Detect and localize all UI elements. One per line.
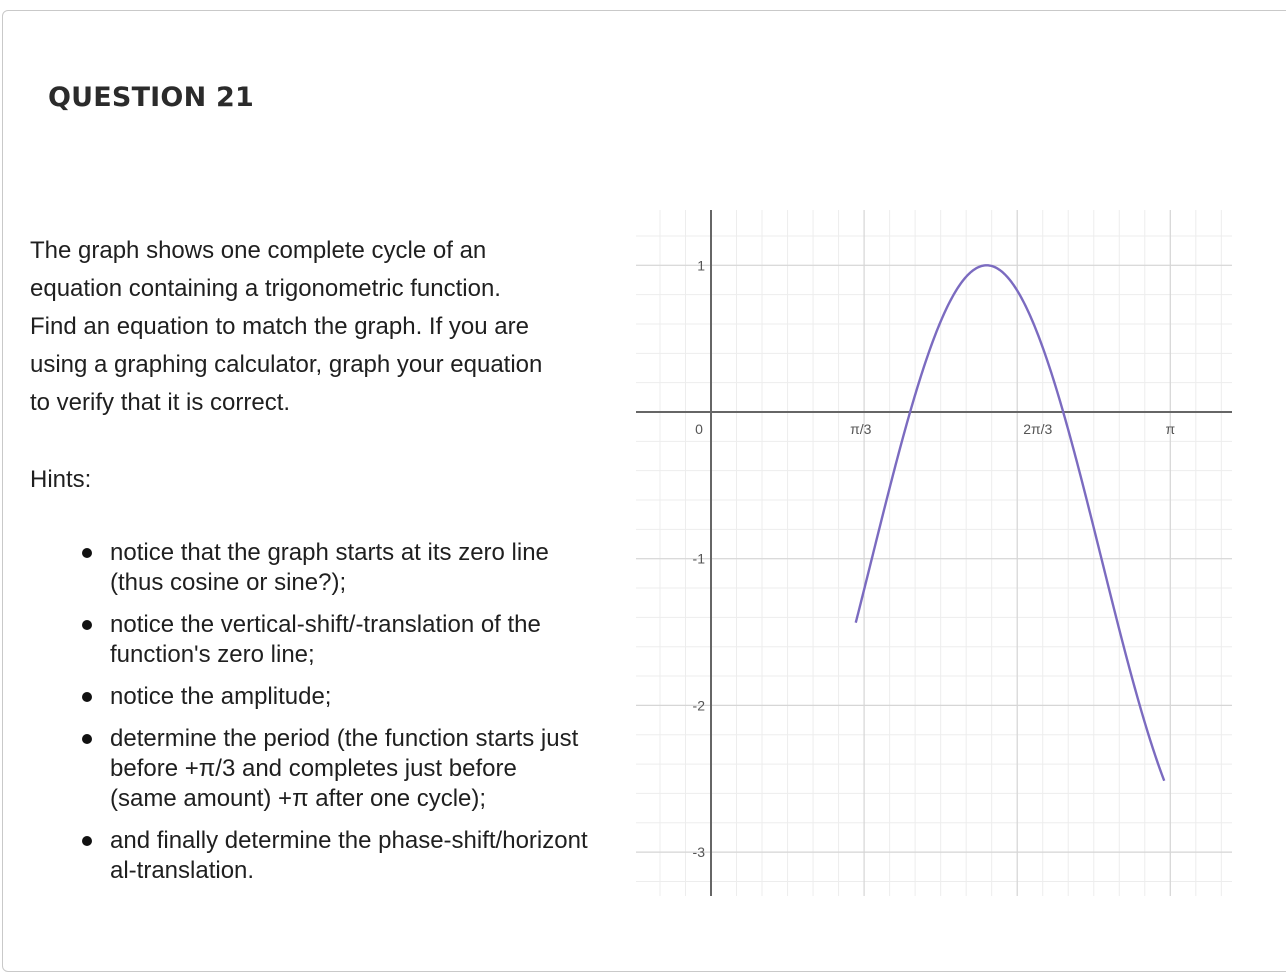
hints-label: Hints:	[30, 466, 92, 493]
prompt-line: The graph shows one complete cycle of an	[30, 237, 487, 264]
x-tick-label: 0	[695, 421, 703, 437]
hint-item	[30, 682, 640, 712]
hint-line: before +π/3 and completes just before	[110, 755, 517, 782]
bullet-icon	[82, 548, 92, 558]
hint-item	[30, 724, 640, 814]
y-tick-label: -1	[692, 550, 705, 567]
hint-item	[30, 610, 640, 670]
y-tick-label: -2	[692, 697, 705, 714]
x-tick-label: 2π/3	[1023, 421, 1053, 437]
bullet-icon	[82, 836, 92, 846]
bullet-icon	[82, 734, 92, 744]
hint-line: al-translation.	[110, 857, 255, 884]
question-title: QUESTION 21	[48, 82, 254, 113]
y-tick-label: -3	[692, 844, 705, 861]
prompt-line: using a graphing calculator, graph your equation	[30, 351, 543, 378]
hint-line: (thus cosine or sine?);	[110, 569, 347, 596]
hints-list	[30, 538, 640, 898]
prompt-line: equation containing a trigonometric function.	[30, 275, 501, 302]
hint-line: notice the vertical-shift/-translation of the	[110, 611, 541, 638]
x-tick-label: π/3	[850, 421, 872, 437]
hint-line: notice that the graph starts at its zero line	[110, 539, 549, 566]
minor-grid	[636, 210, 1232, 896]
bullet-icon	[82, 692, 92, 702]
hint-line: function's zero line;	[110, 641, 315, 668]
hint-item	[30, 538, 640, 598]
bullet-icon	[82, 620, 92, 630]
function-graph	[636, 210, 1232, 896]
hint-line: (same amount) +π after one cycle);	[110, 785, 487, 812]
y-tick-label: 1	[697, 257, 705, 274]
hint-line: notice the amplitude;	[110, 683, 332, 710]
hint-line: and finally determine the phase-shift/horizont	[110, 827, 588, 854]
prompt-line: to verify that it is correct.	[30, 389, 291, 416]
x-tick-label: π	[1165, 421, 1176, 437]
function-curve	[856, 265, 1164, 780]
hint-line: determine the period (the function starts just	[110, 725, 579, 752]
hint-item	[30, 826, 640, 886]
prompt-line: Find an equation to match the graph. If you are	[30, 313, 529, 340]
question-prompt	[30, 232, 610, 422]
